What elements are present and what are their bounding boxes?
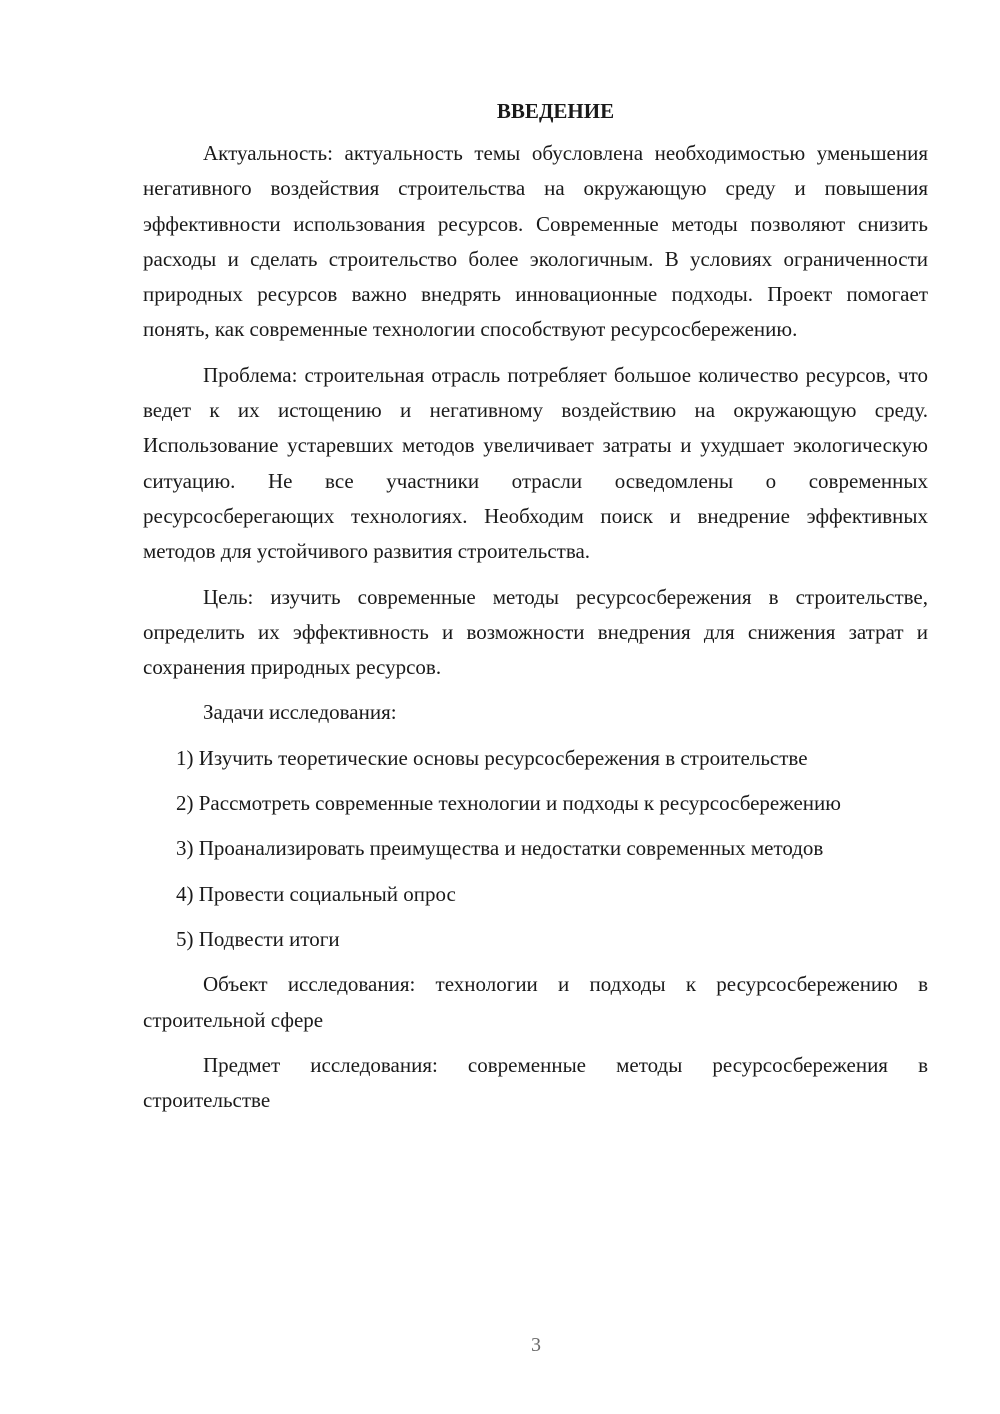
task-item-2: 2) Рассмотреть современные технологии и подходы к ресурсосбережению bbox=[176, 791, 841, 816]
problem-paragraph: Проблема: строительная отрасль потребляет большое количество ресурсов, что ведет к их истощению и негативному воздействию на окружающую среду. Использование устаревших методов увеличивает затраты и ухудшает экологическую ситуацию. Не все участники отрасли осведомлены о современных ресурсосберегающих технологиях. Необходим поиск и внедрение эффективных методов для устойчивого развития строительства. bbox=[143, 362, 928, 564]
page-title: ВВЕДЕНИЕ bbox=[496, 99, 615, 123]
subject-paragraph: Предмет исследования: современные методы ресурсосбережения в строительстве bbox=[143, 1052, 928, 1113]
tasks-heading: Задачи исследования: bbox=[203, 700, 397, 725]
task-item-5: 5) Подвести итоги bbox=[176, 926, 340, 951]
relevance-paragraph: Актуальность: актуальность темы обусловлена необходимостью уменьшения негативного воздействия строительства на окружающую среду и повышения эффективности использования ресурсов. Современные методы позволяют снизить расходы и сделать строительство более экологичным. В условиях ограниченности природных ресурсов важно внедрять инновационные подходы. Проект помогает понять, как современные технологии способствуют ресурсосбережению. bbox=[143, 141, 928, 342]
page-number: 3 bbox=[531, 1334, 541, 1356]
goal-paragraph: Цель: изучить современные методы ресурсосбережения в строительстве, определить их эффективность и возможности внедрения для снижения затрат и сохранения природных ресурсов. bbox=[143, 584, 928, 680]
task-item-1: 1) Изучить теоретические основы ресурсосбережения в строительстве bbox=[176, 745, 808, 770]
task-item-4: 4) Провести социальный опрос bbox=[176, 881, 456, 906]
task-item-3: 3) Проанализировать преимущества и недостатки современных методов bbox=[176, 836, 824, 861]
document-page bbox=[143, 96, 928, 1128]
object-paragraph: Объект исследования: технологии и подходы к ресурсосбережению в строительной сфере bbox=[143, 972, 928, 1032]
